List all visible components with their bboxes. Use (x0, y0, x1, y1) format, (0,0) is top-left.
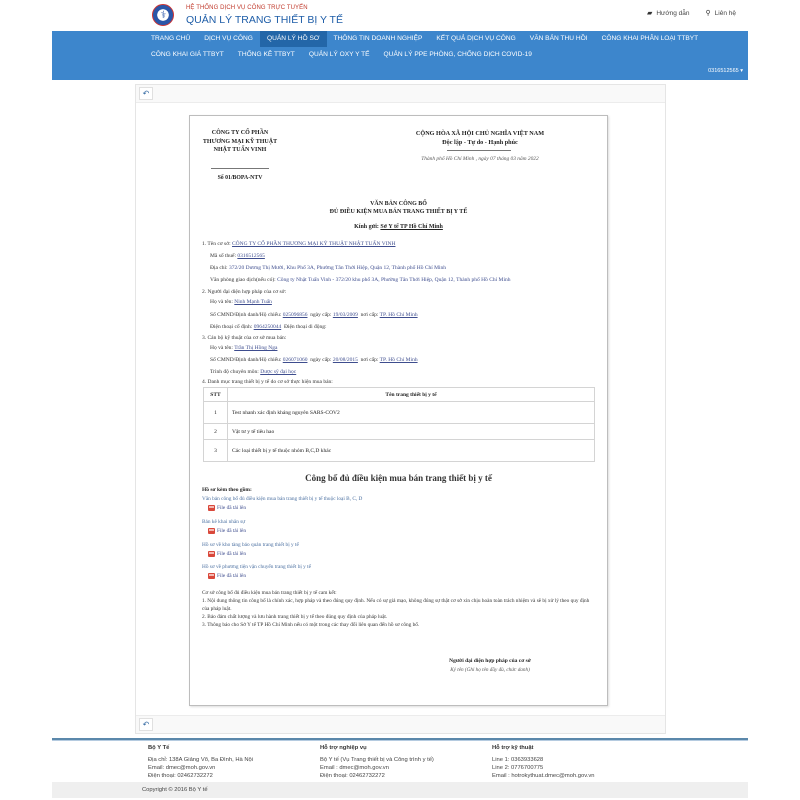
footer-line: Địa chỉ: 138A Giảng Võ, Ba Đình, Hà Nội (148, 757, 254, 763)
nav-service-results[interactable]: KẾT QUẢ DỊCH VỤ CÔNG (436, 35, 516, 42)
guide-link[interactable] (647, 9, 690, 17)
tax-code-row (210, 253, 265, 260)
nav-ppe-covid[interactable]: QUẢN LÝ PPE PHÒNG, CHỐNG DỊCH COVID-19 (383, 51, 532, 58)
book-icon: ▰ (646, 10, 653, 17)
table-row (204, 402, 595, 424)
nav-company-info[interactable]: THÔNG TIN DOANH NGHIỆP (333, 35, 423, 42)
nav-row-2 (148, 47, 539, 63)
attachments-heading: Hồ sơ kèm theo gồm: (202, 487, 252, 493)
nav-revoked-docs[interactable]: VĂN BẢN THU HỒI (529, 35, 588, 42)
nav-public-classification[interactable]: CÔNG KHAI PHÂN LOẠI TTBYT (601, 35, 699, 42)
recipient-value: Sở Y tế TP Hồ Chí Minh (380, 224, 443, 230)
signer-note: Ký tên (Ghi họ tên đầy đủ, chức danh) (450, 667, 530, 673)
site-header (52, 0, 748, 31)
technician-degree-row (210, 369, 296, 376)
label: Địa chỉ: (210, 265, 228, 271)
degree: Dược sỹ đại học (260, 369, 297, 375)
commitment-intro: Cơ sở công bố đủ điều kiện mua bán trang thiết bị y tế cam kết: (202, 590, 337, 596)
divider (447, 150, 511, 151)
nav-oxygen[interactable]: QUẢN LÝ OXY Y TẾ (308, 51, 370, 58)
row-equipment-name: Vật tư y tế tiêu hao (228, 424, 595, 440)
back-button-bottom[interactable] (139, 718, 153, 731)
attachment-file-link[interactable] (208, 551, 246, 557)
contact-link[interactable] (706, 9, 736, 17)
label: Họ và tên: (210, 299, 233, 305)
nav-statistics[interactable]: THỐNG KÊ TTBYT (237, 51, 295, 58)
commitment-item: 1. Nội dung thông tin công bố là chính xác, hợp pháp và theo đúng quy định. Nếu có sự giả mạo, không đúng sự thật cơ sở xin chịu hoàn toàn trách nhiệm và sẽ bị xử lý theo quy định của pháp luật. (202, 598, 590, 612)
label: Số CMND/Định danh/Hộ chiếu: (210, 312, 282, 318)
attachment-label: Hồ sơ về phương tiện vận chuyển trang thiết bị y tế (202, 564, 311, 570)
nav-public-services[interactable]: DỊCH VỤ CÔNG (204, 35, 253, 42)
label: 1. Tên cơ sở: (202, 241, 231, 247)
pdf-icon (208, 528, 215, 534)
issue-date: 20/08/2015 (332, 357, 358, 363)
commitment-item: 2. Bảo đảm chất lượng và lưu hành trang thiết bị y tế theo đúng quy định của pháp luật. (202, 614, 388, 620)
footer-email[interactable]: Email : hotrokythuat.dmec@moh.gov.vn (492, 773, 595, 779)
footer-line: Bộ Y tế (Vụ Trang thiết bị và Công trình y tế) (320, 757, 434, 763)
recipient (190, 224, 607, 230)
file-link-label: File đã tải lên (217, 505, 246, 511)
equipment-list-heading: 4. Danh mục trang thiết bị y tế do cơ sở thực hiện mua bán: (202, 379, 333, 385)
contact-link-label: Liên hệ (714, 9, 736, 17)
footer-col-tech-support (492, 742, 594, 780)
attachment-label: Văn bản công bố đủ điều kiện mua bán trang thiết bị y tế thuộc loại B, C, D (202, 496, 363, 502)
id-number: 026071060 (282, 357, 308, 363)
label: Số CMND/Định danh/Hộ chiếu: (210, 357, 282, 363)
bottom-toolbar (136, 715, 665, 733)
footer-line: Điện thoại: 02462732272 (320, 773, 385, 779)
label: Điện thoại di động: (283, 324, 327, 330)
file-link-label: File đã tải lên (217, 573, 246, 579)
footer-heading: Hỗ trợ kỹ thuật (492, 745, 534, 751)
representative-id-row (210, 312, 418, 319)
nav-row-1 (148, 31, 705, 47)
national-heading (380, 129, 580, 147)
footer-divider (52, 738, 748, 741)
facility-name-row (202, 241, 395, 248)
label: Mã số thuế: (210, 253, 236, 259)
tax-code: 0316512565 (237, 253, 265, 259)
footer-line: Điện thoại: 02462732272 (148, 773, 213, 779)
system-subtitle: HỆ THỐNG DỊCH VỤ CÔNG TRỰC TUYẾN (186, 5, 308, 11)
divider (211, 168, 269, 169)
attachment-label: Hồ sơ về kho tàng bảo quản trang thiết bị y tế (202, 542, 299, 548)
attachment-file-link[interactable] (208, 528, 246, 534)
main-nav (52, 31, 748, 80)
title-line-1: VĂN BẢN CÔNG BỐ (370, 201, 427, 207)
footer-email[interactable]: Email : dmec@moh.gov.vn (320, 765, 389, 771)
footer-heading: Hỗ trợ nghiệp vụ (320, 745, 367, 751)
footer-line: Line 2: 0776700775 (492, 765, 544, 771)
back-button[interactable] (139, 87, 153, 100)
technician-name-row (210, 345, 277, 352)
row-stt: 2 (204, 424, 228, 440)
technician-id-row (210, 357, 418, 364)
document-number: Số 01/BOPA-NTV (217, 175, 263, 181)
footer-col-business-support (320, 742, 434, 780)
file-link-label: File đã tải lên (217, 528, 246, 534)
footer-heading: Bộ Y Tế (148, 745, 170, 751)
row-equipment-name: Các loại thiết bị y tế thuộc nhóm B,C,D khác (228, 440, 595, 462)
file-link-label: File đã tải lên (217, 551, 246, 557)
table-header-row (204, 388, 595, 402)
declaration-section-title: Công bố đủ điều kiện mua bán trang thiết bị y tế (305, 473, 492, 483)
declaration-document (189, 115, 608, 706)
nav-public-prices[interactable]: CÔNG KHAI GIÁ TTBYT (151, 51, 224, 58)
table-row (204, 440, 595, 462)
attachment-file-link[interactable] (208, 573, 246, 579)
nav-manage-records[interactable]: QUẢN LÝ HỒ SƠ (260, 31, 327, 47)
back-arrow-icon: ↶ (142, 720, 150, 729)
pdf-icon (208, 505, 215, 511)
pdf-icon (208, 551, 215, 557)
id-number: 025096856 (282, 312, 308, 318)
user-account-dropdown[interactable]: 0316512565 ▾ (708, 68, 743, 74)
label: ngày cấp: (310, 312, 332, 318)
row-stt: 1 (204, 402, 228, 424)
technician-heading: 3. Cán bộ kỹ thuật của cơ sở mua bán: (202, 335, 287, 341)
attachment-label: Bản kê khai nhân sự (202, 519, 246, 525)
column-header-stt: STT (204, 388, 228, 402)
nation-name: CỘNG HÒA XÃ HỘI CHỦ NGHĨA VIỆT NAM (415, 130, 545, 137)
back-arrow-icon: ↶ (142, 89, 150, 98)
label: Điện thoại cố định: (210, 324, 253, 330)
landline: 0964250044 (253, 324, 282, 330)
footer-email[interactable]: Email: dmec@moh.gov.vn (148, 765, 216, 771)
commitment-block (202, 589, 597, 629)
label: Trình độ chuyên môn: (210, 369, 259, 375)
row-stt: 3 (204, 440, 228, 462)
map-pin-icon: ⚲ (705, 10, 711, 17)
attachment-file-link[interactable] (208, 505, 246, 511)
facility-name: CÔNG TY CỔ PHẦN THƯƠNG MẠI KỸ THUẬT NHẬT TUẤN VINH (232, 241, 396, 247)
copyright: Copyright © 2016 Bộ Y tế (52, 782, 748, 798)
site-footer (52, 742, 748, 782)
address-row (210, 265, 446, 272)
label: nơi cấp: (360, 312, 379, 318)
column-header-name: Tên trang thiết bị y tế (228, 388, 595, 402)
commitment-item: 3. Thông báo cho Sở Y tế TP Hồ Chí Minh nếu có một trong các thay đổi liên quan đến hồ sơ công bố. (202, 622, 420, 628)
document-date: Thành phố Hồ Chí Minh , ngày 07 tháng 03 năm 2022 (421, 156, 539, 162)
footer-line: Line 1: 0363933628 (492, 757, 544, 763)
representative-heading: 2. Người đại diện hợp pháp của cơ sở: (202, 289, 287, 295)
ministry-logo[interactable] (152, 4, 174, 26)
top-links (647, 9, 736, 17)
label: Họ và tên: (210, 345, 233, 351)
system-title[interactable]: QUẢN LÝ TRANG THIẾT BỊ Y TẾ (186, 14, 343, 26)
office-address: Công ty Nhật Tuấn Vinh - 372/20 khu phố 3A, Phường Tân Thới Hiệp, Quận 12, Thành phố Hồ Chí Minh (277, 277, 511, 283)
footer-col-ministry (148, 742, 253, 780)
table-row (204, 424, 595, 440)
label: ngày cấp: (310, 357, 332, 363)
equipment-table (203, 387, 595, 462)
issue-place: TP. Hồ Chí Minh (379, 357, 418, 363)
signer-title: Người đại diện hợp pháp của cơ sở (449, 658, 531, 664)
issue-date: 19/03/2009 (332, 312, 358, 318)
representative-name: Ninh Mạnh Tuấn (234, 299, 272, 305)
address: 372/20 Dương Thị Mười, Khu Phố 3A, Phường Tân Thới Hiệp, Quận 12, Thành phố Hồ Chí Minh (228, 265, 447, 271)
caduceus-icon: ⚕ (160, 10, 167, 21)
office-row (210, 277, 510, 284)
row-equipment-name: Test nhanh xác định kháng nguyên SARS-COV2 (228, 402, 595, 424)
guide-link-label: Hướng dẫn (656, 9, 690, 17)
representative-phone-row (210, 324, 327, 331)
recipient-label: Kính gửi: (354, 224, 379, 230)
issue-place: TP. Hồ Chí Minh (379, 312, 418, 318)
pdf-icon (208, 573, 215, 579)
org-name: CÔNG TY CỔ PHẦN THƯƠNG MẠI KỸ THUẬT NHẬT TUẤN VINH (202, 130, 278, 153)
nav-home[interactable]: TRANG CHỦ (151, 35, 191, 42)
document-title (190, 200, 607, 216)
technician-name: Trần Thị Hồng Nga (234, 345, 278, 351)
top-toolbar (136, 85, 665, 103)
national-motto: Độc lập - Tự do - Hạnh phúc (442, 139, 518, 146)
representative-name-row (210, 299, 272, 306)
title-line-2: ĐỦ ĐIỀU KIỆN MUA BÁN TRANG THIẾT BỊ Y TẾ (329, 209, 468, 215)
label: nơi cấp: (360, 357, 379, 363)
label: Văn phòng giao dịch(nếu có): (210, 277, 276, 283)
